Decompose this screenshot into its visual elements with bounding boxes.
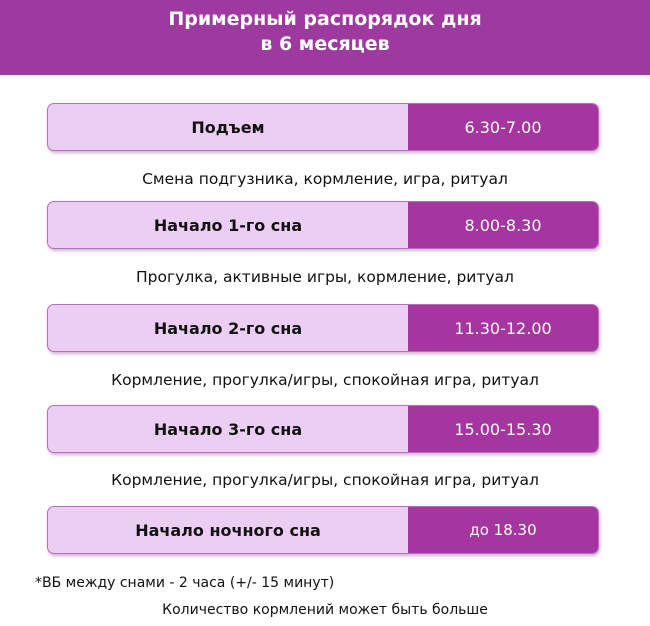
schedule-row-nap-3 — [47, 405, 599, 453]
schedule-label: Подъем — [191, 117, 265, 137]
schedule-time: 8.00-8.30 — [408, 202, 598, 248]
schedule-label: Начало 1-го сна — [153, 215, 303, 235]
schedule-time: 11.30-12.00 — [408, 305, 598, 351]
schedule-row-nap-2 — [47, 304, 599, 352]
schedule-row-wakeup — [47, 103, 599, 151]
schedule-row-night-sleep — [47, 506, 599, 554]
activity-note: Смена подгузника, кормление, игра, ритуал — [142, 170, 508, 188]
activity-note: Кормление, прогулка/игры, спокойная игра, ритуал — [111, 371, 539, 389]
schedule-time: 15.00-15.30 — [408, 406, 598, 452]
title-line-1: Примерный распорядок дня — [168, 8, 482, 30]
schedule-time: до 18.30 — [408, 507, 598, 553]
activity-note: Прогулка, активные игры, кормление, ритуал — [136, 268, 514, 286]
page-title — [0, 7, 650, 57]
schedule-label: Начало ночного сна — [135, 520, 321, 540]
header-banner — [0, 0, 650, 75]
activity-note: Кормление, прогулка/игры, спокойная игра, ритуал — [111, 471, 539, 489]
footnote-feedings: Количество кормлений может быть больше — [162, 602, 488, 618]
title-line-2: в 6 месяцев — [260, 33, 390, 55]
schedule-label: Начало 2-го сна — [153, 318, 303, 338]
schedule-label: Начало 3-го сна — [153, 419, 303, 439]
footnote-interval: *ВБ между снами - 2 часа (+/- 15 минут) — [35, 575, 335, 591]
schedule-row-nap-1 — [47, 201, 599, 249]
schedule-time: 6.30-7.00 — [408, 104, 598, 150]
